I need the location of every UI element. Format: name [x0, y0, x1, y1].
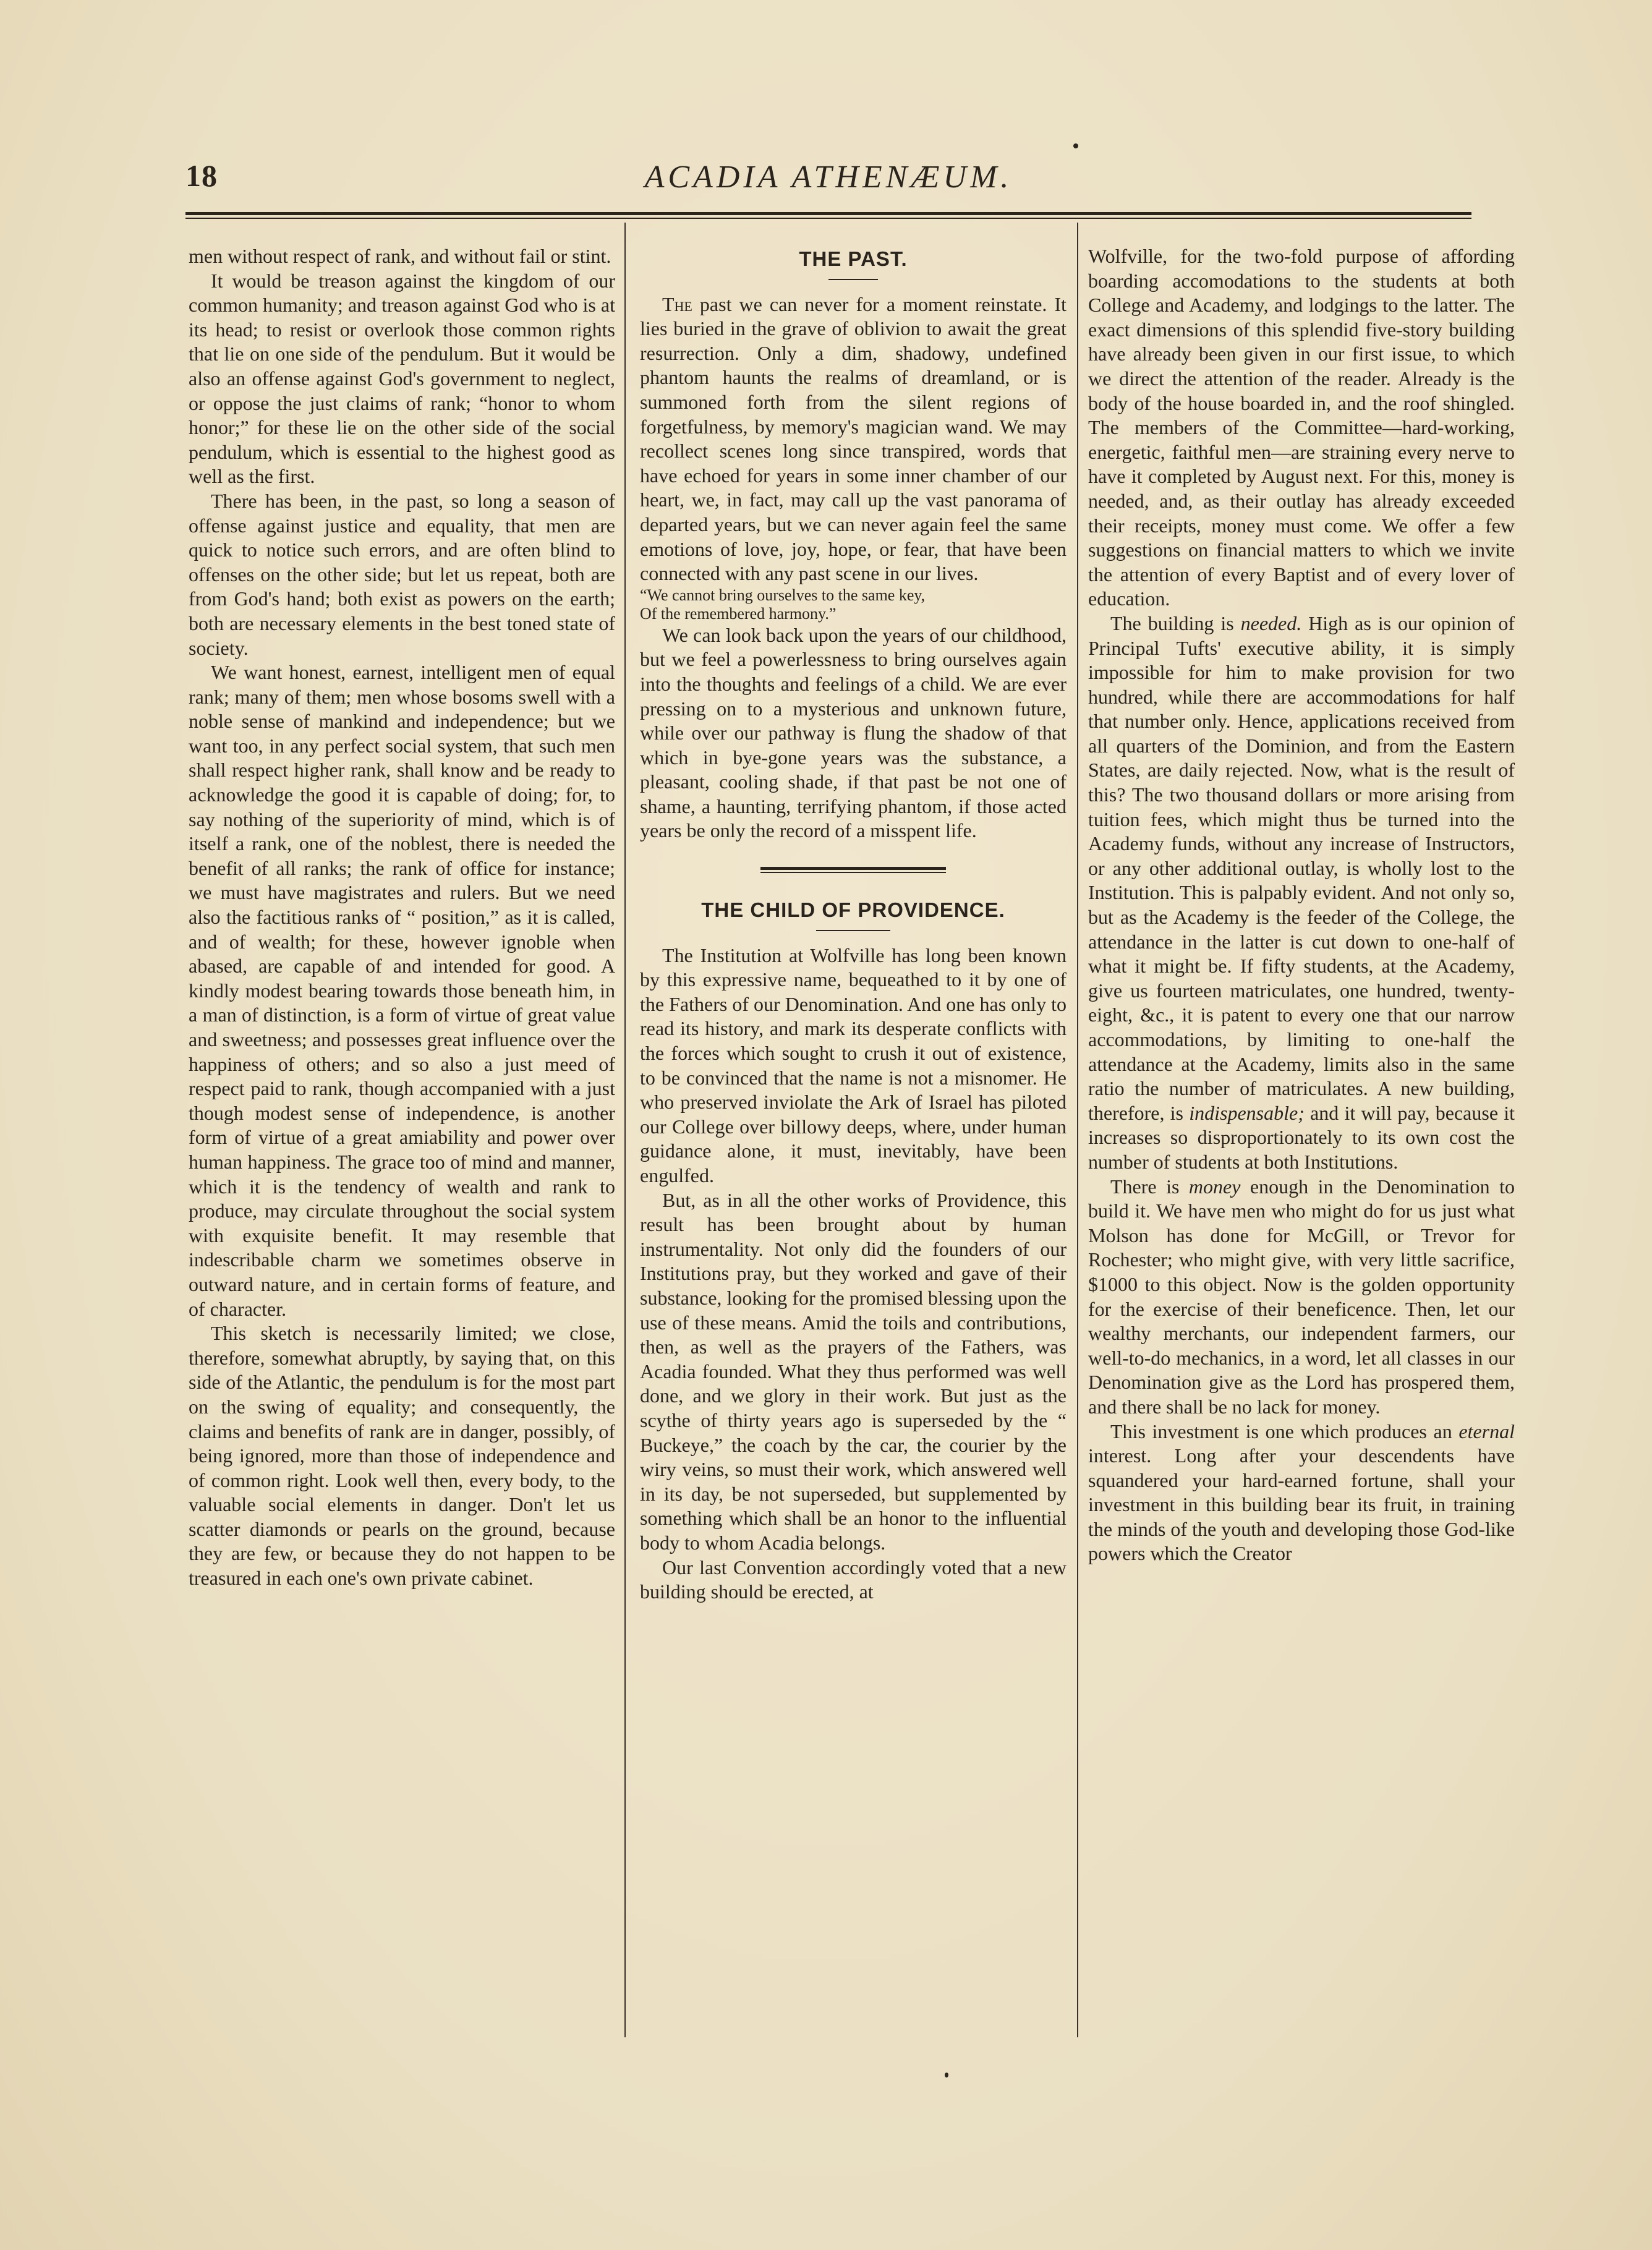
paragraph: The Institution at Wolfville has long been known by this expressive name, bequeathed to it by one of the Fathers of our Denomination. And one has only to read its history, and mark its desperate conflicts with the forces which sought to crush it out of existence, to be convinced that the name is not a misnomer. He who preserved inviolate the Ark of Israel has piloted our College over billowy deeps, where, under human guidance alone, it must, inevitably, have been engulfed. [640, 944, 1067, 1187]
paragraph: Wolfville, for the two-fold purpose of affording boarding accomodations to the students at both College and Academy, and lodgings to the latter. The exact dimensions of this splendid five-story building have already been given in our first issue, to which we direct the attention of the reader. Already is the body of the house boarded in, and the roof shingled. The members of the Committee—hard-working, energetic, faithful men—are straining every nerve to have it completed by August next. For this, money is needed, and, as their outlay has already exceeded their receipts, money must come. We offer a few suggestions on financial matters to which we invite the attention of every Baptist and of every lover of education. [1088, 245, 1515, 610]
title-rule [816, 930, 890, 931]
paragraph: It would be treason against the kingdom of our common humanity; and treason against God who is at its head; to resist or overlook those common rights that lie on one side of the pendulum. But it would be also an offense against God's government to neglect, or oppose the just claims of rank; “honor to whom honor;” for these lie on the other side of the social pendulum, which is essential to the highest good as well as the first. [189, 269, 615, 488]
paragraph [1088, 612, 1515, 1175]
column-divider-1 [624, 223, 626, 2037]
page-header [185, 158, 1471, 207]
text-run: High as is our opinion of Principal Tufts' executive ability, it is simply impossible for him to make provision for two hundred, while there are accommodations for half that number only. Hence, applications received from all quarters of the Dominion, and from the Eastern States, are daily rejected. Now, what is the result of this? The two thousand dollars or more arising from tuition fees, which might thus be turned into the Academy funds, without any increase of Instructors, or any other additional outlay, is wholly lost to the Institution. This is palpably evident. And not only so, but as the Academy is the feeder of the College, the attendance in the latter is cut down to one-half of what it might be. If fifty students, at the Academy, give us fourteen matriculates, one hundred, twenty-eight, &c., it is patent to every one that our narrow accommodations, by limiting to one-half the attendance at the Academy, limits also in the same ratio the number of matriculates. A new building, therefore, is [1088, 612, 1515, 1124]
emphasis: eternal [1458, 1420, 1515, 1442]
article-title-the-past: THE PAST. [799, 247, 908, 270]
column-3 [1088, 244, 1515, 1566]
text-run: This investment is one which produces an [1110, 1420, 1459, 1442]
section-divider [760, 867, 946, 873]
column-2 [640, 244, 1067, 1604]
ink-speck [1073, 143, 1078, 148]
poem-quote-line: Of the remembered harmony.” [640, 604, 837, 623]
emphasis: indispensable; [1189, 1101, 1305, 1124]
paragraph: men without respect of rank, and without fail or stint. [189, 245, 611, 267]
ink-speck [945, 2073, 948, 2077]
text-run: interest. Long after your descendents have squandered your hard-earned fortune, shall your investment in this building bear its fruit, in training the minds of the youth and developing those God-like powers which the Creator [1088, 1444, 1515, 1565]
paragraph: This sketch is necessarily limited; we close, therefore, somewhat abruptly, by saying that, on this side of the Atlantic, the pendulum is for the most part on the swing of equality; and consequently, the claims and benefits of rank are in danger, possibly, of being ignored, more than those of independence and of common right. Look well then, every body, to the valuable social elements in danger. Don't let us scatter diamonds or pearls on the ground, because they are few, or because they do not happen to be treasured in each one's own private cabinet. [189, 1322, 615, 1590]
paragraph: We can look back upon the years of our childhood, but we feel a powerlessness to bring ourselves again into the thoughts and feelings of a child. We are ever pressing on to a mysterious and unknown future, while over our pathway is flung the shadow of that which in bye-gone years was the substance, a pleasant, cooling shade, if that past be not one of shame, a haunting, terrifying phantom, if those acted years be only the record of a misspent life. [640, 623, 1067, 842]
article-title-child-of-providence: THE CHILD OF PROVIDENCE. [701, 898, 1005, 922]
column-divider-2 [1077, 223, 1078, 2037]
paragraph [640, 292, 1067, 586]
text-run: and it will pay, because it increases so disproportionately to its own cost the number of students at both Institutions. [1088, 1101, 1515, 1173]
paragraph: We want honest, earnest, intelligent men of equal rank; many of them; men whose bosoms swell with a noble sense of mankind and independence; but we want too, in any perfect social system, that such men shall respect higher rank, shall know and be ready to acknowledge the good it is capable of doing; for, to say nothing of the superiority of mind, which is of itself a rank, one of the noblest, there is needed the benefit of all ranks; the rank of office for instance; we must have magistrates and rulers. But we need also the factitious ranks of “ position,” as it is called, and of wealth; for these, however ignoble when abased, are capable of and intended for good. A kindly modest bearing towards those beneath him, in a man of distinction, is a form of virtue of great value and sweetness; and possesses great influence over the happiness of others; and so also a just meed of respect paid to rank, though accompanied with a just though modest sense of independence, is another form of virtue of a great amiability and power over human happiness. The grace too of mind and manner, which it is the tendency of wealth and rank to produce, may circulate throughout the social system with exquisite benefit. It may resemble that indescribable charm we sometimes observe in outward nature, and in certain forms of feature, and of character. [189, 661, 615, 1320]
column-1 [189, 244, 615, 1591]
poem-quote-line: “We cannot bring ourselves to the same key, [640, 586, 926, 604]
paragraph [1088, 1175, 1515, 1420]
text-run: The building is [1110, 612, 1241, 634]
page-number: 18 [185, 158, 218, 193]
emphasis: needed. [1240, 612, 1302, 634]
title-rule [828, 279, 878, 280]
lead-word: The [662, 292, 692, 315]
emphasis: money [1188, 1175, 1241, 1198]
paragraph: There has been, in the past, so long a season of offense against justice and equality, that men are quick to notice such errors, and are often blind to offenses on the other side; but let us repeat, both are from God's hand; both exist as powers on the earth; both are necessary elements in the best toned state of society. [189, 489, 615, 659]
paragraph: But, as in all the other works of Providence, this result has been brought about by human instrumentality. Not only did the founders of our Institutions pray, but they worked and gave of their substance, looking for the promised blessing upon the use of these means. Amid the toils and contributions, then, as well as the prayers of the Fathers, was Acadia founded. What they thus performed was well done, and we glory in their work. But just as the scythe of thirty years ago is superseded by the “ Buckeye,” the coach by the car, the courier by the wiry veins, so must their work, which answered well in its day, be not superseded, but supplemented by something which shall be an honor to the influential body to whom Acadia belongs. [640, 1188, 1067, 1554]
header-rule [185, 212, 1471, 219]
text-run: There is [1110, 1175, 1189, 1198]
masthead-title: ACADIA ATHENÆUM. [644, 160, 1013, 195]
paragraph: Our last Convention accordingly voted that a new building should be erected, at [640, 1556, 1067, 1603]
paragraph-text: past we can never for a moment reinstate. It lies buried in the grave of oblivion to await the great resurrection. Only a dim, shadowy, undefined phantom haunts the realms of dreamland, or is summoned forth from the silent regions of forgetfulness, by memory's magician wand. We may recollect scenes long since transpired, words that have echoed for years in some inner chamber of our heart, we, in fact, may call up the vast panorama of departed years, but we can never again feel the same emotions of love, joy, hope, or fear, that have been connected with any past scene in our lives. [640, 292, 1067, 585]
text-run: enough in the Denomination to build it. We have men who might do for us just what Molson has done for McGill, or Trevor for Rochester; who might give, with very little sacrifice, $1000 to this object. Now is the golden opportunity for the exercise of their beneficence. Then, let our wealthy merchants, our independent farmers, our well-to-do mechanics, in a word, let all classes in our Denomination give as the Lord has prospered them, and there shall be no lack for money. [1088, 1175, 1515, 1418]
paragraph [1088, 1420, 1515, 1567]
